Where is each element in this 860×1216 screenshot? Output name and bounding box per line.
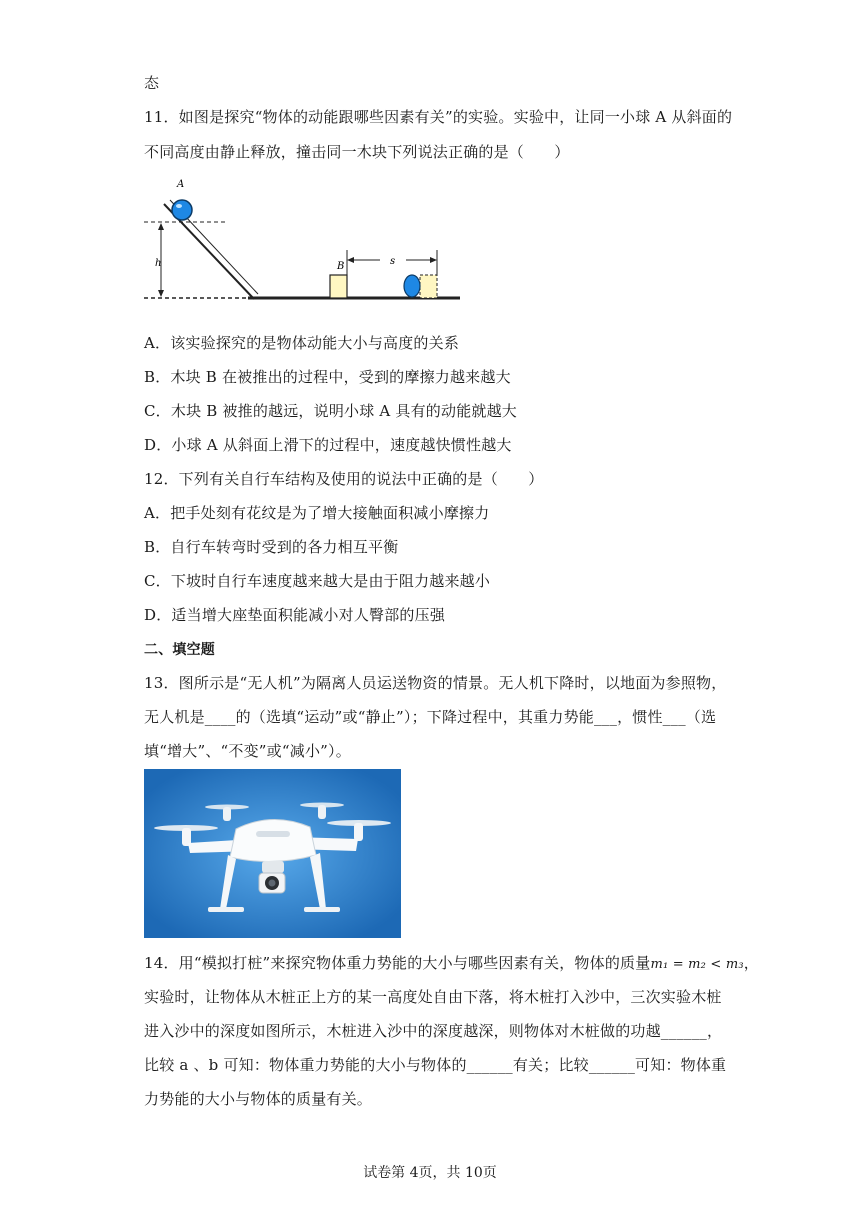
- height-label: h: [155, 258, 162, 269]
- q11-incline-figure: [144, 174, 462, 308]
- ball-a-final: [404, 275, 420, 297]
- q14-stem-line3: 进入沙中的深度如图所示，木桩进入沙中的深度越深，则物体对木桩做的功越______，: [144, 1022, 723, 1040]
- q14-line1-end: ，: [743, 954, 759, 972]
- q11-stem-line2: 不同高度由静止释放，撞击同一木块下列说法正确的是（ ）: [144, 143, 570, 161]
- q12-option-c: C．下坡时自行车速度越来越大是由于阻力越来越小: [144, 572, 491, 590]
- q11-option-c: C．木块 B 被推的越远，说明小球 A 具有的动能就越大: [144, 402, 518, 420]
- block-label: B: [337, 261, 345, 272]
- q14-line1-text: 14．用“模拟打桩”来探究物体重力势能的大小与哪些因素有关，物体的质量: [144, 954, 651, 972]
- q14-stem-line2: 实验时，让物体从木桩正上方的某一高度处自由下落，将木桩打入沙中，三次实验木桩: [144, 988, 722, 1006]
- q11-option-b: B．木块 B 在被推出的过程中，受到的摩擦力越来越大: [144, 368, 511, 386]
- q14-stem-line4: 比较 a 、b 可知：物体重力势能的大小与物体的______有关；比较______可知：物体重: [144, 1056, 727, 1074]
- q14-stem-line5: 力势能的大小与物体的质量有关。: [144, 1090, 373, 1108]
- top-fragment: 态: [144, 74, 160, 92]
- q13-stem-line3: 填“增大”、“不变”或“减小”）。: [144, 742, 351, 760]
- q12-option-d: D．适当增大座垫面积能减小对人臀部的压强: [144, 606, 446, 624]
- mass-formula: m₁ = m₂ < m₃: [650, 957, 744, 972]
- q11-option-a: A．该实验探究的是物体动能大小与高度的关系: [144, 334, 460, 352]
- q13-stem-line1: 13．图所示是“无人机”为隔离人员运送物资的情景。无人机下降时，以地面为参照物，: [144, 674, 727, 692]
- q12-option-a: A．把手处刻有花纹是为了增大接触面积减小摩擦力: [144, 504, 490, 522]
- q14-stem-line1: [144, 952, 759, 973]
- distance-label: s: [390, 256, 396, 267]
- block-b: [330, 275, 347, 298]
- q12-stem: 12．下列有关自行车结构及使用的说法中正确的是（ ）: [144, 470, 544, 488]
- q11-option-d: D．小球 A 从斜面上滑下的过程中，速度越快惯性越大: [144, 436, 512, 454]
- drone-photo: [144, 769, 401, 938]
- q13-stem-line2: 无人机是____的（选填“运动”或“静止”）；下降过程中，其重力势能___，惯性___（选: [144, 708, 717, 726]
- ball-a: [172, 200, 192, 220]
- block-b-final: [420, 275, 437, 298]
- q12-option-b: B．自行车转弯时受到的各力相互平衡: [144, 538, 399, 556]
- page-footer: 试卷第 4页，共 10页: [363, 1165, 497, 1181]
- q11-stem-line1: 11．如图是探究“物体的动能跟哪些因素有关”的实验。实验中，让同一小球 A 从斜面的: [144, 108, 733, 126]
- ball-label: A: [177, 179, 185, 190]
- section-heading: 二、填空题: [144, 642, 215, 658]
- drone-illustration: [144, 769, 401, 938]
